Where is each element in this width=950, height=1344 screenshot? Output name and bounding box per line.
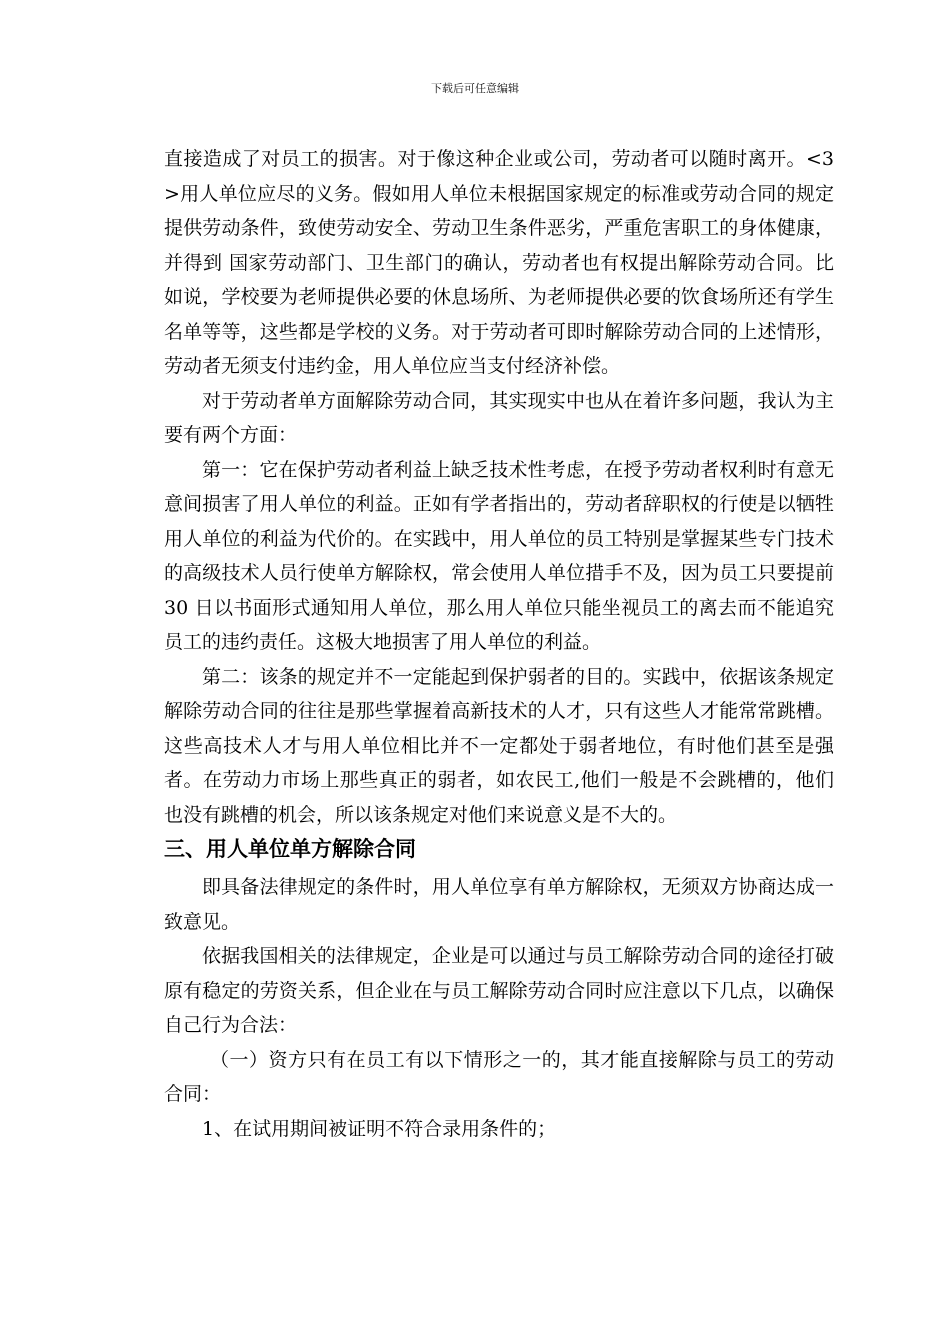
document-body <box>164 142 834 1146</box>
section-heading: 三、用人单位单方解除合同 <box>164 837 416 861</box>
paragraph-unilateral-intro: 对于劳动者单方面解除劳动合同，其实现实中也从在着许多问题，我认为主要有两个方面： <box>164 389 834 446</box>
paragraph-condition-item-1: 1、在试用期间被证明不符合录用条件的； <box>202 1117 557 1140</box>
paragraph-first-point: 第一：它在保护劳动者利益上缺乏技术性考虑，在授予劳动者权利时有意无意间损害了用人单位的利益。正如有学者指出的，劳动者辞职权的行使是以牺牲用人单位的利益为代价的。在实践中，用人单位的员工特别是掌握某些专门技术的高级技术人员行使单方解除权，常会使用人单位措手不及，因为员工只要提前 30 日以书面形式通知用人单位，那么用人单位只能坐视员工的离去而不能追究员工的违约责任。这极大地损害了用人单位的利益。 <box>164 458 834 653</box>
paragraph-obligations: 直接造成了对员工的损害。对于像这种企业或公司，劳动者可以随时离开。<3>用人单位应尽的义务。假如用人单位未根据国家规定的标准或劳动合同的规定提供劳动条件，致使劳动安全、劳动卫生条件恶劣，严重危害职工的身体健康，并得到 国家劳动部门、卫生部门的确认，劳动者也有权提出解除劳动合同。比如说，学校要为老师提供必要的休息场所、为老师提供必要的饮食场所还有学生名单等等，这些都是学校的义务。对于劳动者可即时解除劳动合同的上述情形，劳动者无须支付违约金，用人单位应当支付经济补偿。 <box>164 148 834 377</box>
paragraph-second-point: 第二：该条的规定并不一定能起到保护弱者的目的。实践中，依据该条规定解除劳动合同的往往是那些掌握着高新技术的人才，只有这些人才能常常跳槽。这些高技术人才与用人单位相比并不一定都处于弱者地位，有时他们甚至是强者。在劳动力市场上那些真正的弱者，如农民工,他们一般是不会跳槽的，他们也没有跳槽的机会，所以该条规定对他们来说意义是不大的。 <box>164 665 834 826</box>
paragraph-condition-heading: （一）资方只有在员工有以下情形之一的，其才能直接解除与员工的劳动合同： <box>164 1048 834 1105</box>
paragraph-employer-right: 即具备法律规定的条件时，用人单位享有单方解除权，无须双方协商达成一致意见。 <box>164 876 834 933</box>
paragraph-legal-basis: 依据我国相关的法律规定，企业是可以通过与员工解除劳动合同的途径打破原有稳定的劳资关系，但企业在与员工解除劳动合同时应注意以下几点，以确保自己行为合法： <box>164 945 834 1036</box>
page-header-note: 下载后可任意编辑 <box>431 82 519 95</box>
